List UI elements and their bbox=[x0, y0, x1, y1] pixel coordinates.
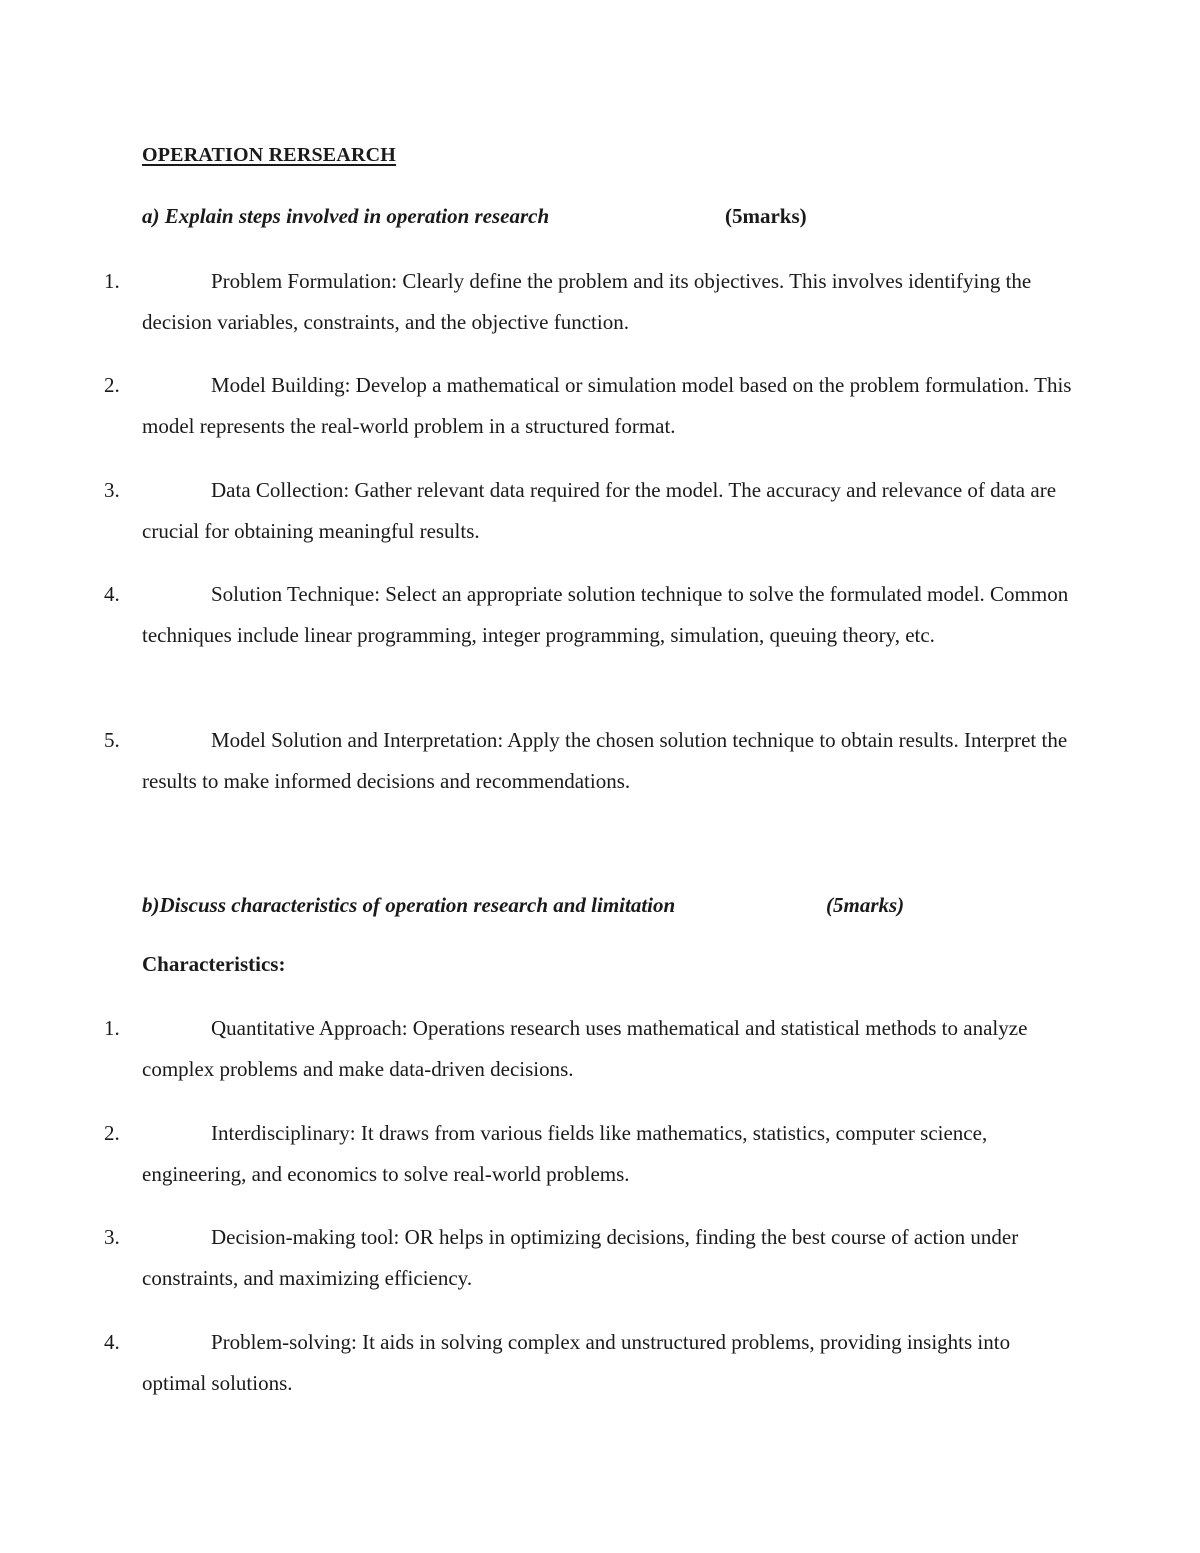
list-item-b1 bbox=[104, 1008, 1074, 1090]
list-item-text: Solution Technique: Select an appropriate solution technique to solve the formulated model. Common techniques include linear programming, integer programming, simulation, queuing theory, etc. bbox=[142, 582, 1069, 647]
list-item-number: 4. bbox=[104, 582, 120, 606]
list-item-text: Decision-making tool: OR helps in optimizing decisions, finding the best course of action under constraints, and maximizing efficiency. bbox=[142, 1225, 1019, 1290]
list-item-b4 bbox=[104, 1322, 1074, 1404]
list-item-text: Quantitative Approach: Operations research uses mathematical and statistical methods to analyze complex problems and make data-driven decisions. bbox=[142, 1016, 1028, 1081]
list-item-number: 5. bbox=[104, 728, 120, 752]
list-item-a4 bbox=[104, 574, 1074, 656]
list-item-b3 bbox=[104, 1217, 1074, 1299]
list-item-number: 1. bbox=[104, 269, 120, 293]
question-b bbox=[142, 893, 905, 918]
list-item-number: 1. bbox=[104, 1016, 120, 1040]
list-item-text: Data Collection: Gather relevant data required for the model. The accuracy and relevance of data are crucial for obtaining meaningful results. bbox=[142, 478, 1057, 543]
question-a-text: a) Explain steps involved in operation research bbox=[142, 204, 550, 228]
list-item-text: Model Solution and Interpretation: Apply the chosen solution technique to obtain results. Interpret the results to make informed decisions and recommendations. bbox=[142, 728, 1068, 793]
list-item-a3 bbox=[104, 470, 1074, 552]
list-item-number: 2. bbox=[104, 1121, 120, 1145]
question-b-text: b)Discuss characteristics of operation research and limitation bbox=[142, 893, 676, 917]
list-item-a1 bbox=[104, 261, 1074, 343]
list-item-number: 3. bbox=[104, 478, 120, 502]
question-a-marks: (5marks) bbox=[725, 204, 807, 228]
list-item-number: 3. bbox=[104, 1225, 120, 1249]
list-item-text: Problem Formulation: Clearly define the problem and its objectives. This involves identifying the decision variables, constraints, and the objective function. bbox=[142, 269, 1032, 334]
list-item-b2 bbox=[104, 1113, 1074, 1195]
list-item-number: 4. bbox=[104, 1330, 120, 1354]
characteristics-heading: Characteristics: bbox=[142, 952, 286, 976]
list-item-a5 bbox=[104, 720, 1074, 802]
question-a bbox=[142, 204, 807, 229]
document-title: OPERATION RERSEARCH bbox=[142, 144, 397, 166]
list-item-text: Problem-solving: It aids in solving complex and unstructured problems, providing insights into optimal solutions. bbox=[142, 1330, 1011, 1395]
question-b-marks: (5marks) bbox=[826, 893, 905, 917]
list-item-text: Interdisciplinary: It draws from various fields like mathematics, statistics, computer science, engineering, and economics to solve real-world problems. bbox=[142, 1121, 988, 1186]
list-item-text: Model Building: Develop a mathematical or simulation model based on the problem formulation. This model represents the real-world problem in a structured format. bbox=[142, 373, 1072, 438]
list-item-a2 bbox=[104, 365, 1074, 447]
list-item-number: 2. bbox=[104, 373, 120, 397]
